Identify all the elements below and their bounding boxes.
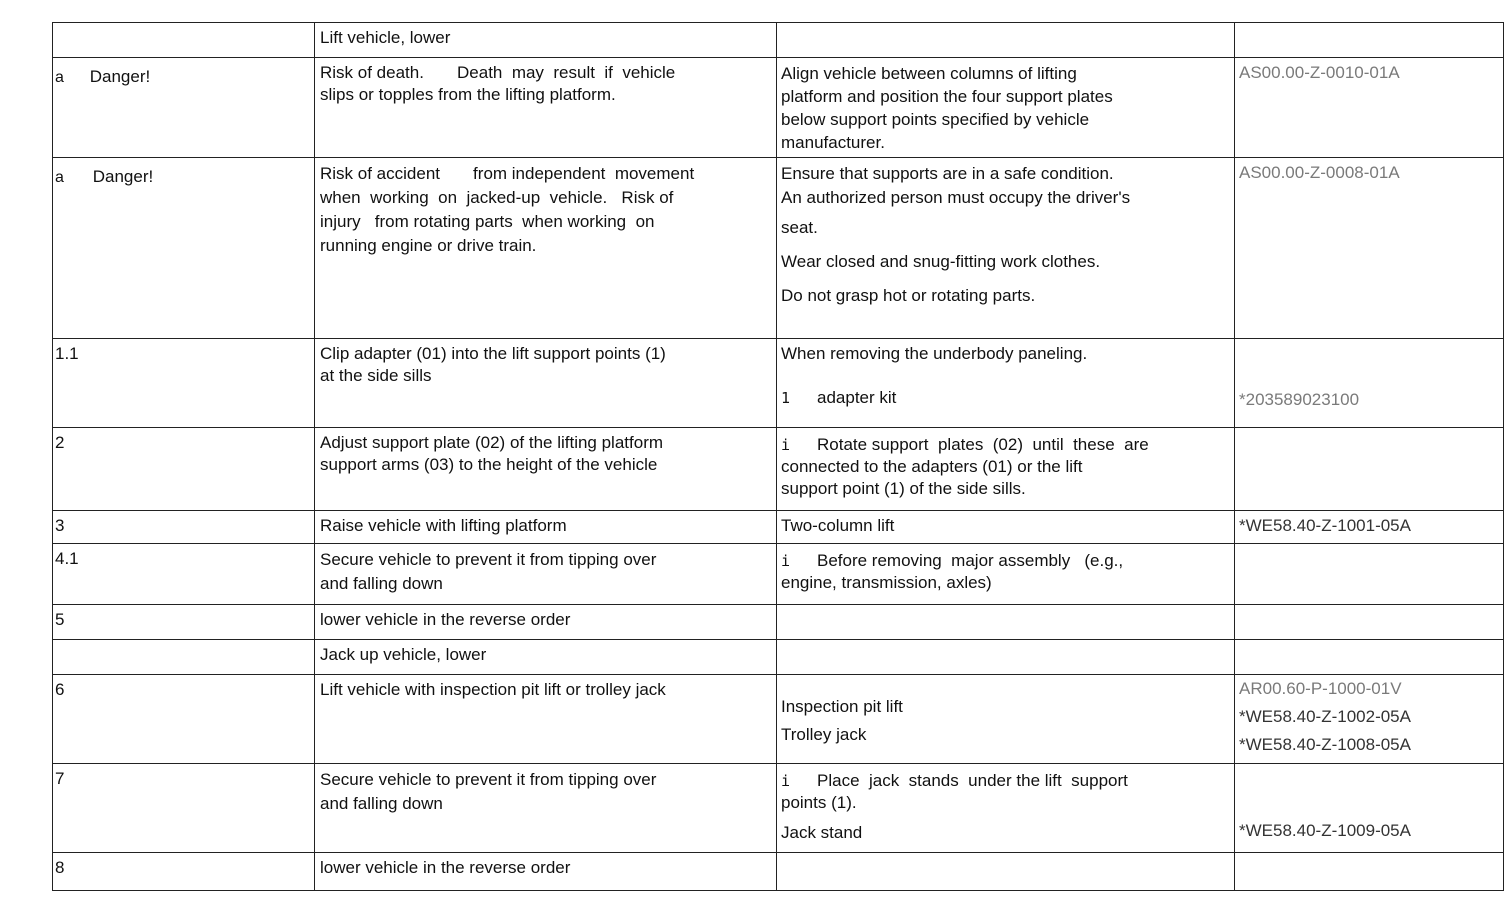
description-line: injury from rotating parts when working on bbox=[320, 212, 655, 231]
step-notes-cell bbox=[777, 764, 1235, 853]
table-row bbox=[53, 544, 1504, 605]
step-number-cell bbox=[53, 640, 315, 675]
step-notes-cell bbox=[777, 158, 1235, 339]
step-number-cell: 2 bbox=[53, 428, 315, 511]
danger-label: Danger! bbox=[89, 67, 151, 86]
tool-label: Trolley jack bbox=[781, 725, 867, 744]
danger-warning-icon: a bbox=[55, 69, 64, 86]
description-line: Lift vehicle with inspection pit lift or trolley jack bbox=[320, 680, 666, 699]
table-row bbox=[53, 428, 1504, 511]
step-number-cell: 7 bbox=[53, 764, 315, 853]
step-notes-cell bbox=[777, 544, 1235, 605]
step-reference-cell bbox=[1235, 23, 1504, 58]
step-description-cell bbox=[315, 853, 777, 891]
note-line: seat. bbox=[781, 218, 818, 237]
table-row bbox=[53, 764, 1504, 853]
note-line bbox=[781, 550, 1230, 572]
reference-code: *WE58.40-Z-1008-05A bbox=[1239, 735, 1411, 754]
description-line: and falling down bbox=[320, 794, 443, 813]
danger-cell bbox=[53, 58, 315, 158]
step-notes-cell bbox=[777, 605, 1235, 640]
description-line: support arms (03) to the height of the vehicle bbox=[320, 455, 658, 474]
note-line: An authorized person must occupy the driver's bbox=[781, 188, 1131, 207]
step-description-cell bbox=[315, 605, 777, 640]
tool-label: Jack stand bbox=[781, 823, 863, 842]
step-notes-cell bbox=[777, 675, 1235, 764]
table-row bbox=[53, 158, 1504, 339]
note-line: Do not grasp hot or rotating parts. bbox=[781, 286, 1036, 305]
step-number-cell bbox=[53, 23, 315, 58]
table-row bbox=[53, 853, 1504, 891]
procedure-table-container bbox=[52, 22, 1470, 891]
step-reference-cell bbox=[1235, 511, 1504, 544]
tool-label: Inspection pit lift bbox=[781, 697, 903, 716]
table-row bbox=[53, 58, 1504, 158]
step-number-cell: 5 bbox=[53, 605, 315, 640]
info-icon: i bbox=[781, 436, 791, 454]
step-description-cell bbox=[315, 23, 777, 58]
reference-code: AR00.60-P-1000-01V bbox=[1239, 679, 1402, 698]
reference-code: *WE58.40-Z-1001-05A bbox=[1239, 516, 1411, 535]
step-description-cell bbox=[315, 158, 777, 339]
step-description-cell bbox=[315, 511, 777, 544]
step-description-cell bbox=[315, 428, 777, 511]
description-line: Risk of death. Death may result if vehicle bbox=[320, 63, 676, 82]
reference-code: *203589023100 bbox=[1239, 390, 1360, 409]
step-number-cell: 8 bbox=[53, 853, 315, 891]
step-notes-cell bbox=[777, 23, 1235, 58]
danger-cell bbox=[53, 158, 315, 339]
step-reference-cell bbox=[1235, 339, 1504, 428]
description-line: Risk of accident from independent movement bbox=[320, 164, 695, 183]
step-description-cell bbox=[315, 764, 777, 853]
step-reference-cell bbox=[1235, 853, 1504, 891]
tool-line bbox=[781, 387, 1230, 409]
step-notes-cell bbox=[777, 853, 1235, 891]
step-reference-cell bbox=[1235, 640, 1504, 675]
note-line: engine, transmission, axles) bbox=[781, 573, 992, 592]
table-row bbox=[53, 640, 1504, 675]
procedure-table bbox=[52, 22, 1504, 891]
note-text: Place jack stands under the lift support bbox=[817, 771, 1128, 790]
description-line: slips or topples from the lifting platform. bbox=[320, 85, 616, 104]
step-reference-cell bbox=[1235, 428, 1504, 511]
description-line: Adjust support plate (02) of the lifting platform bbox=[320, 433, 664, 452]
note-line: support point (1) of the side sills. bbox=[781, 479, 1026, 498]
tool-icon: 1 bbox=[781, 389, 791, 407]
info-icon: i bbox=[781, 552, 791, 570]
note-line bbox=[781, 434, 1230, 456]
description-line: at the side sills bbox=[320, 366, 432, 385]
step-number-cell: 3 bbox=[53, 511, 315, 544]
note-line: Ensure that supports are in a safe condition. bbox=[781, 164, 1114, 183]
note-line: connected to the adapters (01) or the lift bbox=[781, 457, 1083, 476]
note-text: Before removing major assembly (e.g., bbox=[817, 551, 1124, 570]
step-reference-cell bbox=[1235, 544, 1504, 605]
table-row bbox=[53, 23, 1504, 58]
note-line: When removing the underbody paneling. bbox=[781, 344, 1088, 363]
description-line: lower vehicle in the reverse order bbox=[320, 858, 571, 877]
table-row bbox=[53, 511, 1504, 544]
reference-code: *WE58.40-Z-1009-05A bbox=[1239, 821, 1411, 840]
reference-code: AS00.00-Z-0008-01A bbox=[1239, 163, 1400, 182]
table-row bbox=[53, 675, 1504, 764]
step-description-cell bbox=[315, 675, 777, 764]
description-line: lower vehicle in the reverse order bbox=[320, 610, 571, 629]
step-description-cell bbox=[315, 339, 777, 428]
note-line: Two-column lift bbox=[781, 516, 895, 535]
description-line: running engine or drive train. bbox=[320, 236, 537, 255]
step-description-cell bbox=[315, 640, 777, 675]
step-description-cell bbox=[315, 544, 777, 605]
description-line: and falling down bbox=[320, 574, 443, 593]
description-line: Secure vehicle to prevent it from tipping over bbox=[320, 550, 657, 569]
step-number-cell: 4.1 bbox=[53, 544, 315, 605]
step-notes-cell bbox=[777, 640, 1235, 675]
tool-label: adapter kit bbox=[817, 388, 897, 407]
step-number-cell: 6 bbox=[53, 675, 315, 764]
note-line: Wear closed and snug-fitting work clothes. bbox=[781, 252, 1101, 271]
danger-label: Danger! bbox=[92, 167, 154, 186]
note-line: Align vehicle between columns of lifting bbox=[781, 64, 1077, 83]
step-reference-cell bbox=[1235, 675, 1504, 764]
step-notes-cell bbox=[777, 58, 1235, 158]
section-heading: Lift vehicle, lower bbox=[320, 28, 451, 47]
note-text: Rotate support plates (02) until these are bbox=[817, 435, 1149, 454]
reference-code: AS00.00-Z-0010-01A bbox=[1239, 63, 1400, 82]
info-icon: i bbox=[781, 772, 791, 790]
table-row bbox=[53, 339, 1504, 428]
step-description-cell bbox=[315, 58, 777, 158]
step-notes-cell bbox=[777, 339, 1235, 428]
description-line: Secure vehicle to prevent it from tipping over bbox=[320, 770, 657, 789]
reference-code: *WE58.40-Z-1002-05A bbox=[1239, 707, 1411, 726]
step-reference-cell bbox=[1235, 158, 1504, 339]
step-reference-cell bbox=[1235, 764, 1504, 853]
step-number-cell: 1.1 bbox=[53, 339, 315, 428]
description-line: when working on jacked-up vehicle. Risk of bbox=[320, 188, 674, 207]
note-line: platform and position the four support plates bbox=[781, 87, 1113, 106]
description-line: Clip adapter (01) into the lift support points (1) bbox=[320, 344, 666, 363]
step-notes-cell bbox=[777, 511, 1235, 544]
step-reference-cell bbox=[1235, 605, 1504, 640]
section-heading: Jack up vehicle, lower bbox=[320, 645, 487, 664]
note-line bbox=[781, 770, 1230, 792]
note-line: below support points specified by vehicle bbox=[781, 110, 1090, 129]
danger-warning-icon: a bbox=[55, 169, 64, 186]
step-reference-cell bbox=[1235, 58, 1504, 158]
table-row bbox=[53, 605, 1504, 640]
note-line: manufacturer. bbox=[781, 133, 885, 152]
description-line: Raise vehicle with lifting platform bbox=[320, 516, 567, 535]
note-line: points (1). bbox=[781, 793, 857, 812]
step-notes-cell bbox=[777, 428, 1235, 511]
